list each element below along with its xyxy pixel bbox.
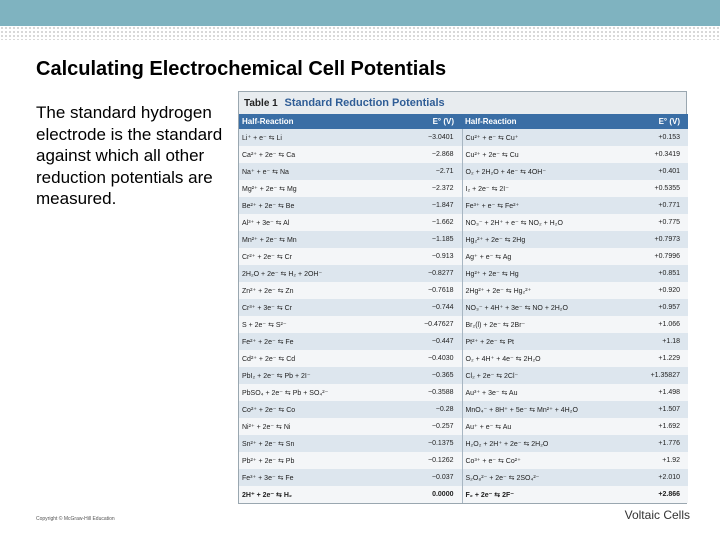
potential-left-cell: −0.365 [384,367,462,384]
table-row [239,180,688,197]
copyright-notice: Copyright © McGraw-Hill Education [36,516,115,522]
half-reaction-left-cell: Ca²⁺ + 2e⁻ ⇆ Ca [239,146,384,163]
potential-right-cell: +1.229 [632,350,688,367]
table-row [239,163,688,180]
header-half-reaction-left: Half-Reaction [239,114,384,129]
half-reaction-right-cell: O₂ + 4H⁺ + 4e⁻ ⇆ 2H₂O [462,350,632,367]
half-reaction-left-cell: Fe²⁺ + 2e⁻ ⇆ Fe [239,333,384,350]
table-title: Standard Reduction Potentials [284,97,445,109]
table-row [239,418,688,435]
table-row [239,265,688,282]
half-reaction-right-cell: Cu²⁺ + 2e⁻ ⇆ Cu [462,146,632,163]
half-reaction-left-cell: Sn²⁺ + 2e⁻ ⇆ Sn [239,435,384,452]
header-half-reaction-right: Half-Reaction [462,114,632,129]
potential-left-cell: −0.1375 [384,435,462,452]
potential-left-cell: 0.0000 [384,486,462,503]
potential-left-cell: −1.185 [384,231,462,248]
half-reaction-right-cell: Hg₂²⁺ + 2e⁻ ⇆ 2Hg [462,231,632,248]
half-reaction-left-cell: Cr³⁺ + 3e⁻ ⇆ Cr [239,299,384,316]
half-reaction-left-cell: Pb²⁺ + 2e⁻ ⇆ Pb [239,452,384,469]
half-reaction-right-cell: O₂ + 2H₂O + 4e⁻ ⇆ 4OH⁻ [462,163,632,180]
half-reaction-left-cell: Mn²⁺ + 2e⁻ ⇆ Mn [239,231,384,248]
potentials-grid [239,114,688,503]
half-reaction-left-cell: 2H⁺ + 2e⁻ ⇆ H₂ [239,486,384,503]
half-reaction-right-cell: Co³⁺ + e⁻ ⇆ Co²⁺ [462,452,632,469]
half-reaction-right-cell: Pt²⁺ + 2e⁻ ⇆ Pt [462,333,632,350]
potential-right-cell: +1.498 [632,384,688,401]
half-reaction-right-cell: NO₃⁻ + 2H⁺ + e⁻ ⇆ NO₂ + H₂O [462,214,632,231]
table-row [239,248,688,265]
half-reaction-right-cell: H₂O₂ + 2H⁺ + 2e⁻ ⇆ 2H₂O [462,435,632,452]
header-band [0,0,720,26]
potential-left-cell: −0.037 [384,469,462,486]
half-reaction-left-cell: Co²⁺ + 2e⁻ ⇆ Co [239,401,384,418]
potential-right-cell: +0.851 [632,265,688,282]
table-row [239,299,688,316]
table-row [239,384,688,401]
half-reaction-left-cell: Al³⁺ + 3e⁻ ⇆ Al [239,214,384,231]
table-row [239,146,688,163]
potential-right-cell: +1.507 [632,401,688,418]
half-reaction-right-cell: Au³⁺ + 3e⁻ ⇆ Au [462,384,632,401]
half-reaction-left-cell: Li⁺ + e⁻ ⇆ Li [239,129,384,146]
potential-left-cell: −3.0401 [384,129,462,146]
potential-left-cell: −1.662 [384,214,462,231]
potential-right-cell: +0.920 [632,282,688,299]
half-reaction-left-cell: Zn²⁺ + 2e⁻ ⇆ Zn [239,282,384,299]
half-reaction-left-cell: Cr²⁺ + 2e⁻ ⇆ Cr [239,248,384,265]
half-reaction-right-cell: NO₃⁻ + 4H⁺ + 3e⁻ ⇆ NO + 2H₂O [462,299,632,316]
slide-title: Calculating Electrochemical Cell Potentials [36,58,447,80]
potential-left-cell: −0.4030 [384,350,462,367]
half-reaction-right-cell: Cu²⁺ + e⁻ ⇆ Cu⁺ [462,129,632,146]
potential-right-cell: +1.066 [632,316,688,333]
potential-right-cell: +1.692 [632,418,688,435]
potential-right-cell: +0.153 [632,129,688,146]
table-row [239,469,688,486]
potential-right-cell: +2.010 [632,469,688,486]
table-row [239,350,688,367]
potential-left-cell: −1.847 [384,197,462,214]
half-reaction-right-cell: Br₂(l) + 2e⁻ ⇆ 2Br⁻ [462,316,632,333]
half-reaction-right-cell: Fe³⁺ + e⁻ ⇆ Fe²⁺ [462,197,632,214]
half-reaction-left-cell: Cd²⁺ + 2e⁻ ⇆ Cd [239,350,384,367]
potential-left-cell: −0.913 [384,248,462,265]
half-reaction-right-cell: Ag⁺ + e⁻ ⇆ Ag [462,248,632,265]
half-reaction-right-cell: F₂ + 2e⁻ ⇆ 2F⁻ [462,486,632,503]
half-reaction-left-cell: Na⁺ + e⁻ ⇆ Na [239,163,384,180]
dotted-band [0,26,720,40]
potential-left-cell: −0.744 [384,299,462,316]
table-row [239,316,688,333]
potential-left-cell: −0.28 [384,401,462,418]
table-row [239,435,688,452]
table-row [239,452,688,469]
body-text: The standard hydrogen electrode is the standard against which all other reduction potentials are measured. [36,103,223,208]
table-row [239,231,688,248]
table-row [239,129,688,146]
table-row [239,401,688,418]
potential-right-cell: +0.7996 [632,248,688,265]
table-body [239,129,688,503]
half-reaction-left-cell: 2H₂O + 2e⁻ ⇆ H₂ + 2OH⁻ [239,265,384,282]
table-row [239,282,688,299]
table-row [239,197,688,214]
potential-right-cell: +0.775 [632,214,688,231]
potential-left-cell: −2.868 [384,146,462,163]
half-reaction-left-cell: PbSO₄ + 2e⁻ ⇆ Pb + SO₄²⁻ [239,384,384,401]
footer-section-label: Voltaic Cells [624,508,690,522]
table-row [239,367,688,384]
half-reaction-right-cell: Cl₂ + 2e⁻ ⇆ 2Cl⁻ [462,367,632,384]
half-reaction-right-cell: Hg²⁺ + 2e⁻ ⇆ Hg [462,265,632,282]
half-reaction-left-cell: Ni²⁺ + 2e⁻ ⇆ Ni [239,418,384,435]
header-potential-left: E° (V) [384,114,462,129]
half-reaction-right-cell: S₂O₈²⁻ + 2e⁻ ⇆ 2SO₄²⁻ [462,469,632,486]
potential-left-cell: −0.8277 [384,265,462,282]
half-reaction-left-cell: S + 2e⁻ ⇆ S²⁻ [239,316,384,333]
half-reaction-right-cell: Au⁺ + e⁻ ⇆ Au [462,418,632,435]
potential-right-cell: +0.3419 [632,146,688,163]
potential-right-cell: +0.401 [632,163,688,180]
potential-right-cell: +0.957 [632,299,688,316]
half-reaction-left-cell: Be²⁺ + 2e⁻ ⇆ Be [239,197,384,214]
half-reaction-right-cell: I₂ + 2e⁻ ⇆ 2I⁻ [462,180,632,197]
potential-right-cell: +1.92 [632,452,688,469]
potential-right-cell: +0.5355 [632,180,688,197]
table-row [239,214,688,231]
potential-left-cell: −0.1262 [384,452,462,469]
half-reaction-right-cell: MnO₄⁻ + 8H⁺ + 5e⁻ ⇆ Mn²⁺ + 4H₂O [462,401,632,418]
potential-right-cell: +1.776 [632,435,688,452]
header-potential-right: E° (V) [632,114,688,129]
potential-right-cell: +1.35827 [632,367,688,384]
potential-left-cell: −0.257 [384,418,462,435]
table-header-row [239,114,688,129]
potential-right-cell: +2.866 [632,486,688,503]
half-reaction-left-cell: PbI₂ + 2e⁻ ⇆ Pb + 2I⁻ [239,367,384,384]
half-reaction-right-cell: 2Hg²⁺ + 2e⁻ ⇆ Hg₂²⁺ [462,282,632,299]
half-reaction-left-cell: Fe³⁺ + 3e⁻ ⇆ Fe [239,469,384,486]
potential-left-cell: −0.447 [384,333,462,350]
potential-right-cell: +1.18 [632,333,688,350]
table-row [239,486,688,503]
potential-right-cell: +0.7973 [632,231,688,248]
potential-left-cell: −0.7618 [384,282,462,299]
potential-left-cell: −0.47627 [384,316,462,333]
potential-left-cell: −2.71 [384,163,462,180]
potential-left-cell: −2.372 [384,180,462,197]
table-caption [239,92,686,114]
reduction-potentials-table [238,91,687,504]
table-row [239,333,688,350]
table-number: Table 1 [244,98,278,109]
potential-left-cell: −0.3588 [384,384,462,401]
half-reaction-left-cell: Mg²⁺ + 2e⁻ ⇆ Mg [239,180,384,197]
potential-right-cell: +0.771 [632,197,688,214]
